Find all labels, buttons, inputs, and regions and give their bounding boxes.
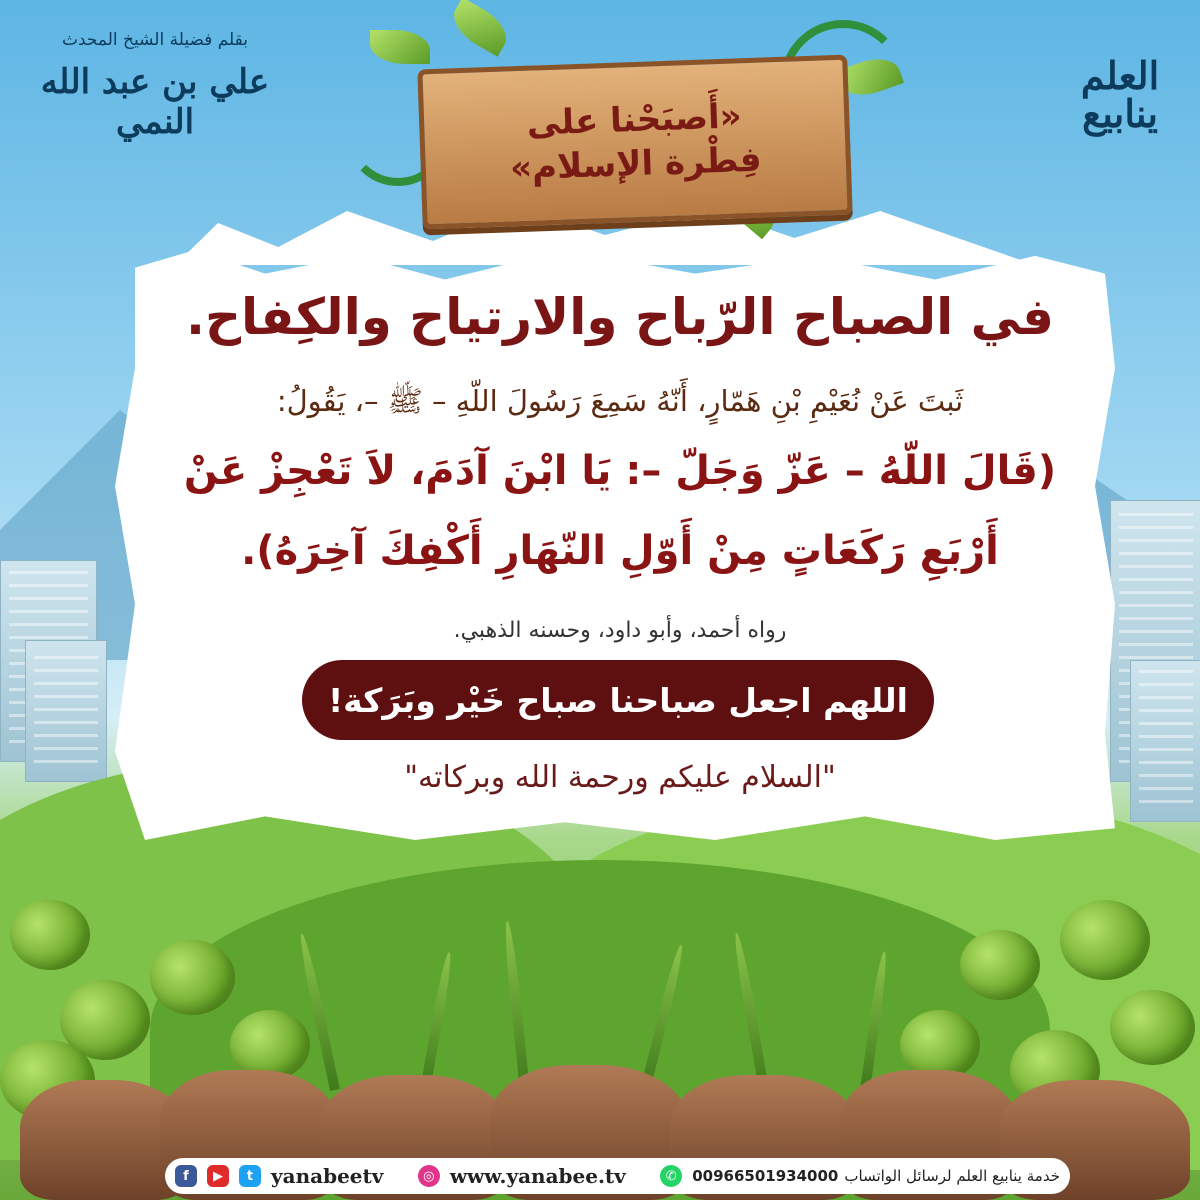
- plant-leaf: [10, 900, 90, 970]
- building-right-2: [1130, 660, 1200, 822]
- whatsapp-label: خدمة ينابيع العلم لرسائل الواتساب: [844, 1167, 1060, 1185]
- social-handle[interactable]: yanabeetv: [271, 1164, 384, 1188]
- salam-text: "السلام عليكم ورحمة الله وبركاته": [404, 760, 836, 795]
- wooden-sign: [417, 55, 852, 230]
- author-block: [30, 30, 280, 142]
- plant-leaf: [960, 930, 1040, 1000]
- yanabee-logo: [1060, 15, 1180, 175]
- sign-line-2: فِطْرة الإسلام»: [509, 139, 763, 189]
- post-title: في الصباح الرّباح والارتياح والكِفاح.: [185, 288, 1055, 346]
- whatsapp-info: [660, 1165, 1060, 1187]
- whatsapp-icon: ✆: [660, 1165, 682, 1187]
- hadith-line-2: أَرْبَعِ رَكَعَاتٍ مِنْ أَوّلِ النّهَارِ أَكْفِكَ آخِرَهُ).: [241, 528, 999, 574]
- plant-leaf: [1110, 990, 1195, 1065]
- plant-leaf: [1060, 900, 1150, 980]
- whatsapp-number[interactable]: 00966501934000: [692, 1167, 839, 1185]
- plant-leaf: [150, 940, 235, 1015]
- dua-banner: [302, 660, 934, 740]
- social-links: [175, 1164, 383, 1188]
- website-link[interactable]: [418, 1164, 626, 1188]
- facebook-icon[interactable]: f: [175, 1165, 197, 1187]
- footer-bar: [165, 1158, 1070, 1194]
- author-name: علي بن عبد الله النمي: [40, 62, 270, 142]
- logo-line-2: ينابيع: [1082, 91, 1158, 136]
- dua-text: اللهم اجعل صباحنا صباح خَيْر وبَرَكة!: [328, 680, 908, 720]
- twitter-icon[interactable]: t: [239, 1165, 261, 1187]
- hadith-source: رواه أحمد، وأبو داود، وحسنه الذهبي.: [453, 618, 787, 643]
- hadith-intro: ثَبتَ عَنْ نُعَيْمِ بْنِ هَمّارٍ، أَنّهُ سَمِعَ رَسُولَ اللّهِ – ﷺ –، يَقُولُ:: [276, 384, 964, 418]
- author-caption: بقلم فضيلة الشيخ المحدث: [61, 30, 249, 50]
- sign-line-1: «أَصبَحْنا على: [526, 96, 743, 144]
- hadith-line-1: (قَالَ اللّهُ – عَزّ وَجَلّ –: يَا ابْنَ آدَمَ، لاَ تَعْجِزْ عَنْ: [183, 448, 1057, 494]
- building-left-2: [25, 640, 107, 782]
- web-icon: ◎: [418, 1165, 440, 1187]
- website-url[interactable]: www.yanabee.tv: [449, 1164, 626, 1188]
- youtube-icon[interactable]: ▶: [207, 1165, 229, 1187]
- logo-line-1: العلم: [1080, 53, 1160, 98]
